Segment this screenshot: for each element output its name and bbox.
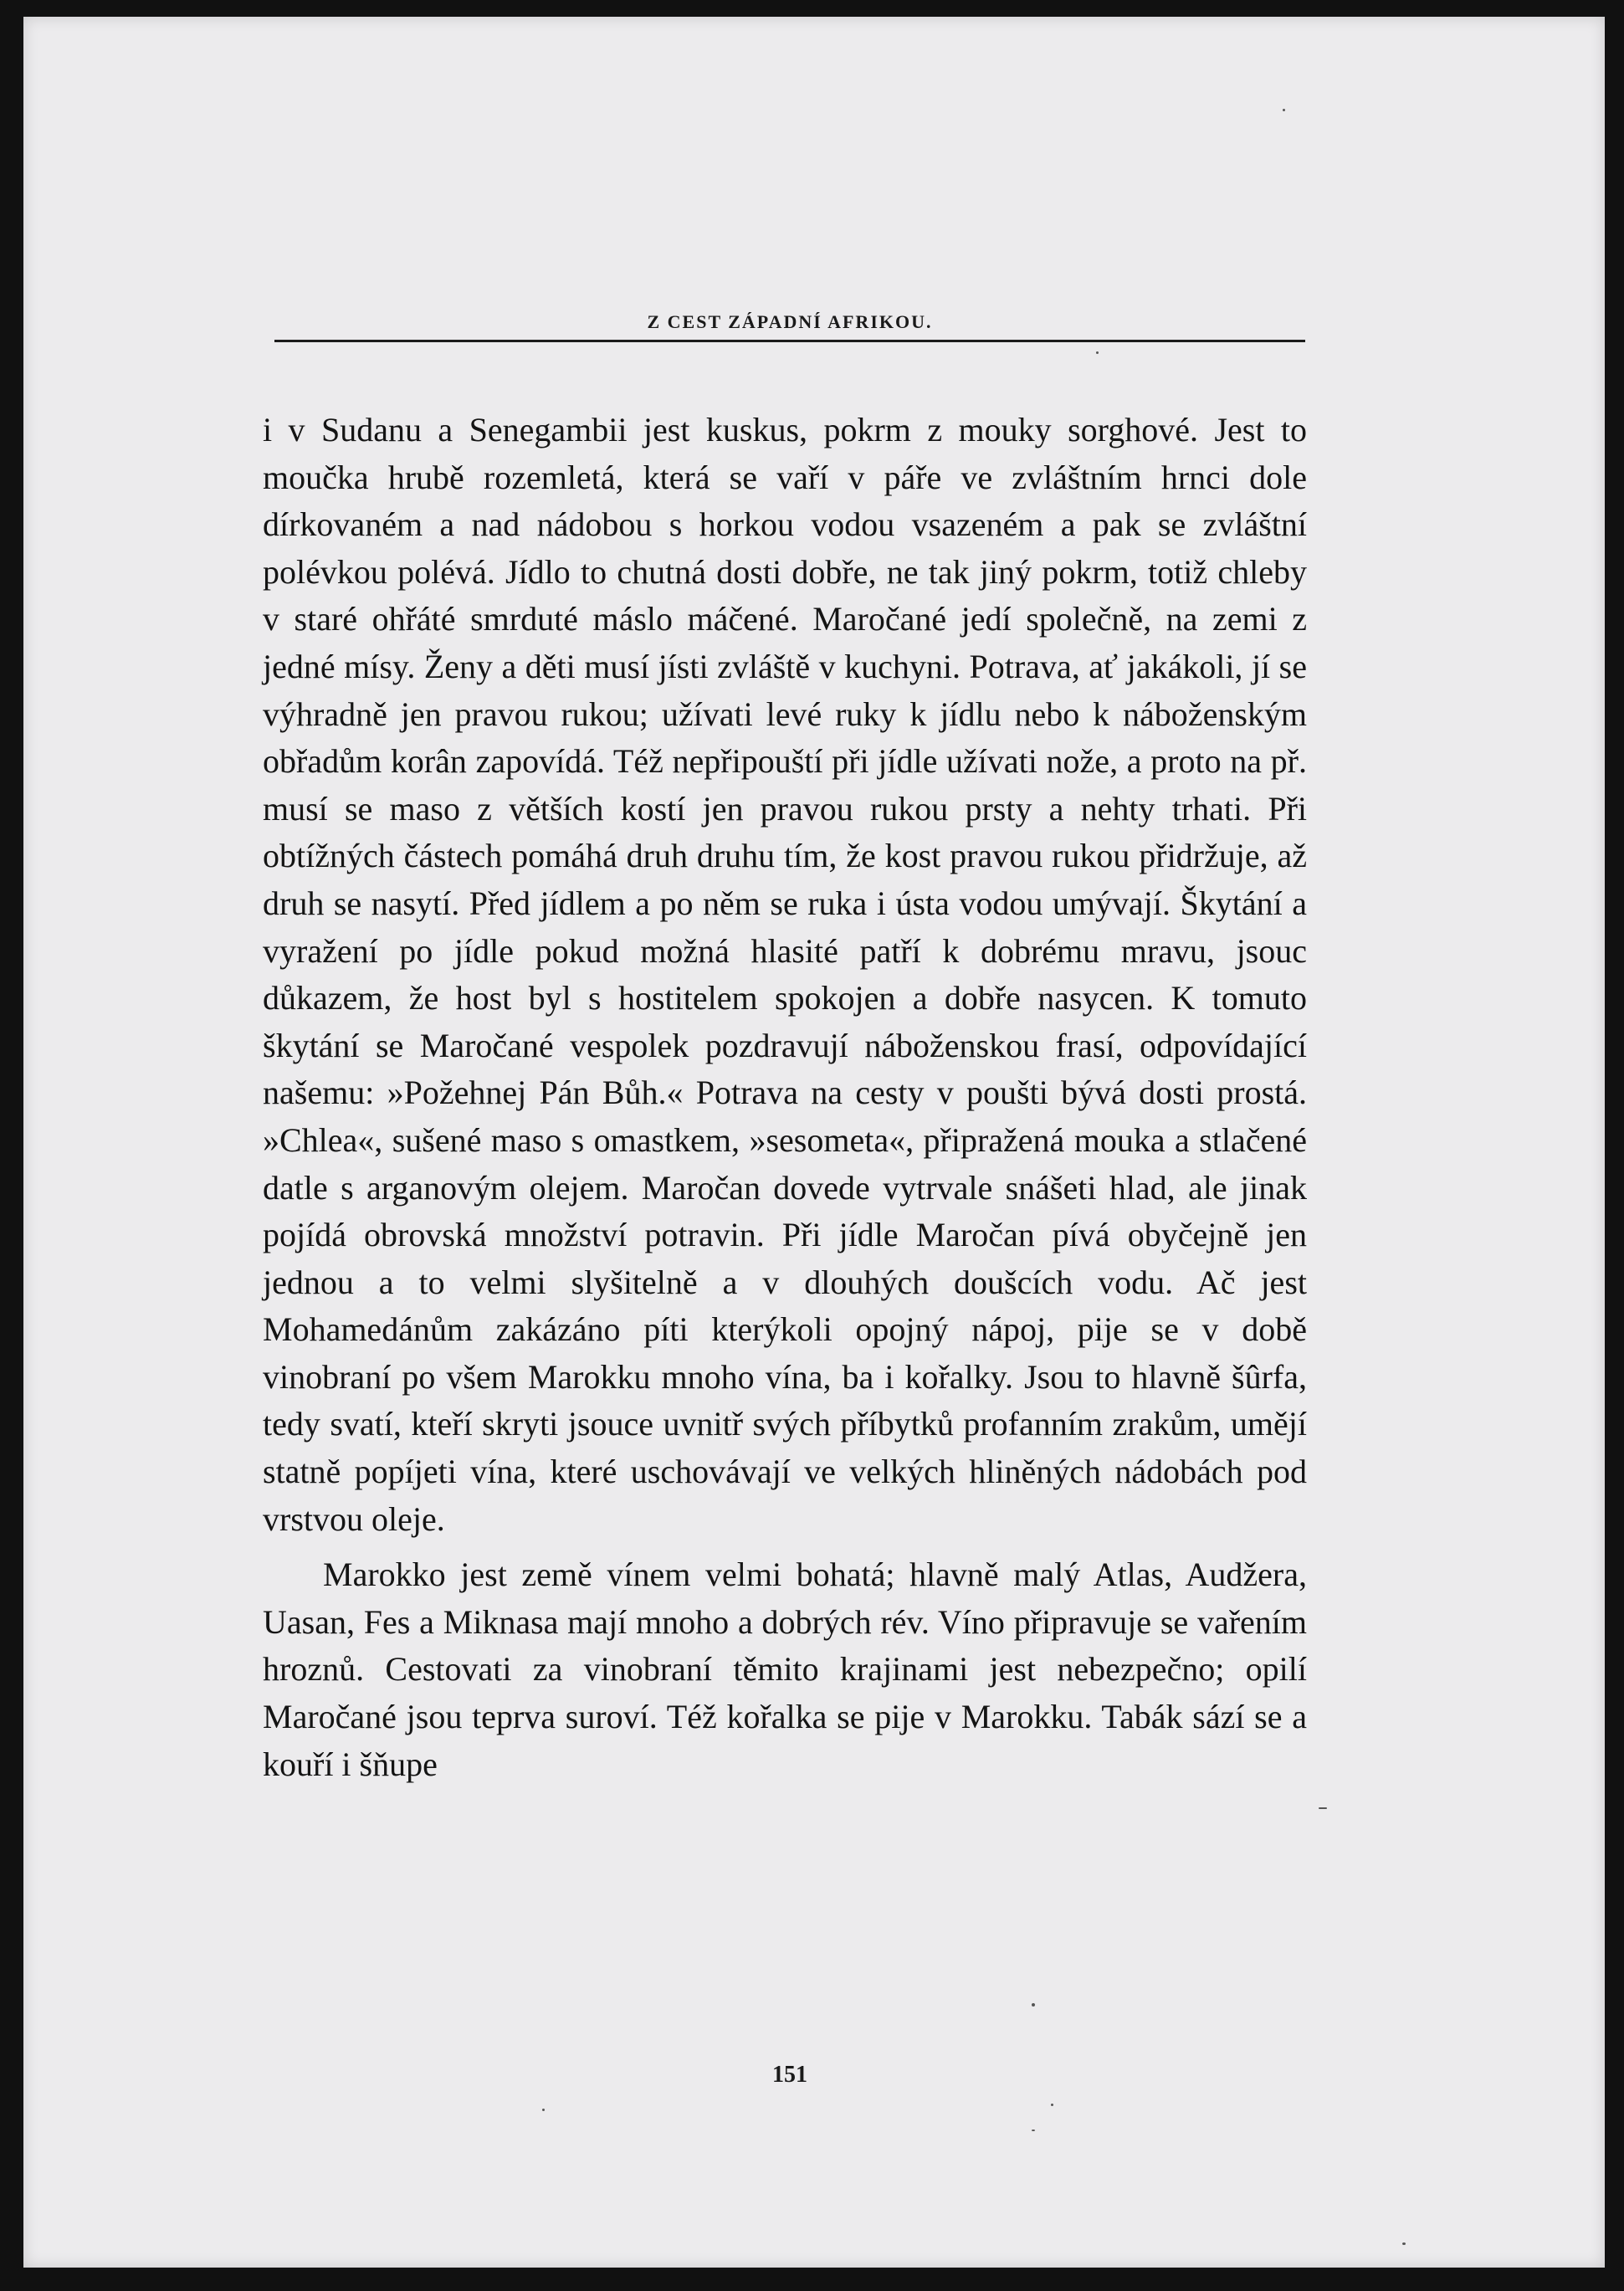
header-rule [274, 340, 1305, 342]
scan-speck [1051, 2104, 1053, 2106]
scan-speck [1283, 109, 1285, 111]
paragraph-2: Marokko jest země vínem velmi bohatá; hlavně malý Atlas, Audžera, Uasan, Fes a Miknasa mají mnoho a dobrých rév. Víno připravuje se vařením hroznů. Cestovati za vinobraní těmito krajinami jest nebezpečno; opilí Maročané jsou teprva suroví. Též kořalka se pije v Marokku. Tabák sází se a kouří i šňupe [263, 1556, 1307, 1783]
body-text [263, 407, 1307, 1788]
page-number: 151 [772, 2062, 807, 2088]
scan-speck [1402, 2242, 1406, 2245]
scan-speck [1096, 351, 1099, 354]
scan-speck [1319, 1807, 1327, 1809]
scan-speck [1032, 2003, 1035, 2007]
book-page [23, 17, 1605, 2268]
paragraph-1: i v Sudanu a Senegambii jest kuskus, pokrm z mouky sorghové. Jest to moučka hrubě rozemletá, která se vaří v páře ve zvláštním hrnci dole dírkovaném a nad nádobou s horkou vodou vsazeném a pak se zvláštní polévkou polévá. Jídlo to chutná dosti dobře, ne tak jiný pokrm, totiž chleby v staré ohřáté smrduté máslo máčené. Maročané jedí společně, na zemi z jedné mísy. Ženy a děti musí jísti zvláště v kuchyni. Potrava, ať jakákoli, jí se výhradně jen pravou rukou; užívati levé ruky k jídlu nebo k náboženským obřadům korân zapovídá. Též nepřipouští při jídle užívati nože, a proto na př. musí se maso z větších kostí jen pravou rukou prsty a nehty trhati. Při obtížných částech pomáhá druh druhu tím, že kost pravou rukou přidržuje, až druh se nasytí. Před jídlem a po něm se ruka i ústa vodou umývají. Škytání a vyražení po jídle pokud možná hlasité patří k dobrému mravu, jsouc důkazem, že host byl s hostitelem spokojen a dobře nasycen. K tomuto škytání se Maročané vespolek pozdravují náboženskou frasí, odpovídající našemu: »Požehnej Pán Bůh.« Potrava na cesty v poušti bývá dosti prostá. »Chlea«, sušené maso s omastkem, »sesometa«, připražená mouka a stlačené datle s arganovým olejem. Maročan dovede vytrvale snášeti hlad, ale jinak pojídá obrovská množství potravin. Při jídle Maročan pívá obyčejně jen jednou a to velmi slyšitelně a v dlouhých doušcích vodu. Ač jest Mohamedánům zakázáno píti kterýkoli opojný nápoj, pije se v době vinobraní po všem Marokku mnoho vína, ba i kořalky. Jsou to hlavně šûrfa, tedy svatí, kteří skryti jsouce uvnitř svých příbytků profanním zrakům, umějí statně popíjeti vína, které uschovávají ve velkých hliněných nádobách pod vrstvou oleje. [263, 411, 1307, 1538]
running-head: Z CEST ZÁPADNÍ AFRIKOU. [647, 311, 933, 332]
scan-speck [1032, 2130, 1035, 2131]
scan-speck [542, 2109, 545, 2111]
